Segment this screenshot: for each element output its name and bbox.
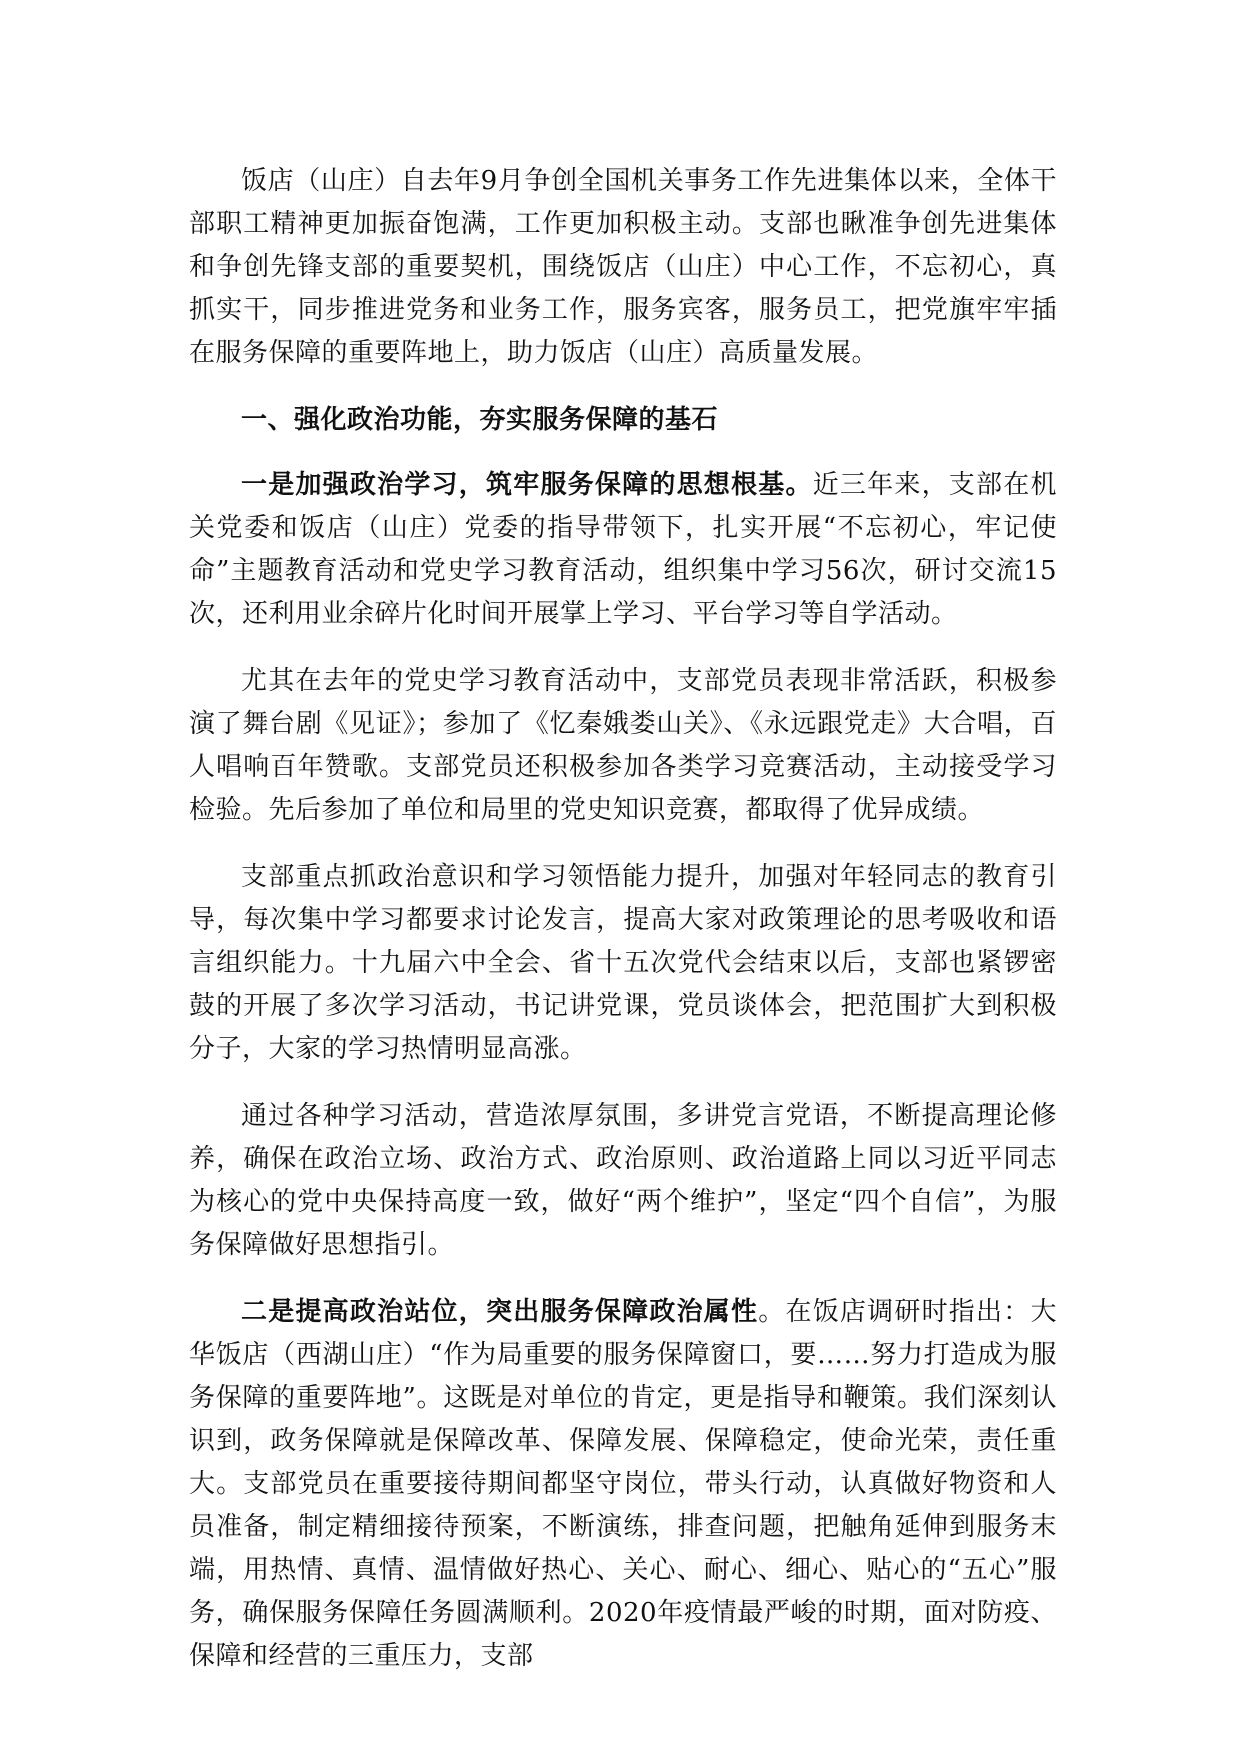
- document-body: [189, 160, 1057, 1678]
- paragraph-political-study: [189, 464, 1057, 636]
- paragraph-learning-activities: 通过各种学习活动，营造浓厚氛围，多讲党言党语，不断提高理论修养，确保在政治立场、政治方式、政治原则、政治道路上同以习近平同志为核心的党中央保持高度一致，做好“两个维护”，坚定“四个自信”，为服务保障做好思想指引。: [189, 1101, 1057, 1260]
- paragraph-body: 近三年来，支部在机关党委和饭店（山庄）党委的指导带领下，扎实开展“不忘初心，牢记使命”主题教育活动和党史学习教育活动，组织集中学习56次，研讨交流15次，还利用业余碎片化时间开展掌上学习、平台学习等自学活动。: [189, 470, 1057, 629]
- paragraph-political-awareness: 支部重点抓政治意识和学习领悟能力提升，加强对年轻同志的教育引导，每次集中学习都要求讨论发言，提高大家对政策理论的思考吸收和语言组织能力。十九届六中全会、省十五次党代会结束以后，支部也紧锣密鼓的开展了多次学习活动，书记讲党课，党员谈体会，把范围扩大到积极分子，大家的学习热情明显高涨。: [189, 862, 1057, 1064]
- paragraph-lead: 一是加强政治学习，筑牢服务保障的思想根基。: [241, 470, 813, 500]
- paragraph-political-standing: [189, 1291, 1057, 1678]
- intro-paragraph: 饭店（山庄）自去年9月争创全国机关事务工作先进集体以来，全体干部职工精神更加振奋饱满，工作更加积极主动。支部也瞅准争创先进集体和争创先锋支部的重要契机，围绕饭店（山庄）中心工作，不忘初心，真抓实干，同步推进党务和业务工作，服务宾客，服务员工，把党旗牢牢插在服务保障的重要阵地上，助力饭店（山庄）高质量发展。: [189, 166, 1057, 368]
- paragraph-body: 。在饭店调研时指出：大华饭店（西湖山庄）“作为局重要的服务保障窗口，要……努力打造成为服务保障的重要阵地”。这既是对单位的肯定，更是指导和鞭策。我们深刻认识到，政务保障就是保障改革、保障发展、保障稳定，使命光荣，责任重大。支部党员在重要接待期间都坚守岗位，带头行动，认真做好物资和人员准备，制定精细接待预案，不断演练，排查问题，把触角延伸到服务末端，用热情、真情、温情做好热心、关心、耐心、细心、贴心的“五心”服务，确保服务保障任务圆满顺利。2020年疫情最严峻的时期，面对防疫、保障和经营的三重压力，支部: [189, 1297, 1057, 1671]
- paragraph-party-history: 尤其在去年的党史学习教育活动中，支部党员表现非常活跃，积极参演了舞台剧《见证》；参加了《忆秦娥娄山关》、《永远跟党走》大合唱，百人唱响百年赞歌。支部党员还积极参加各类学习竞赛活动，主动接受学习检验。先后参加了单位和局里的党史知识竞赛，都取得了优异成绩。: [189, 666, 1057, 825]
- section-heading: 一、强化政治功能，夯实服务保障的基石: [241, 405, 719, 435]
- paragraph-lead: 二是提高政治站位，突出服务保障政治属性: [241, 1297, 759, 1327]
